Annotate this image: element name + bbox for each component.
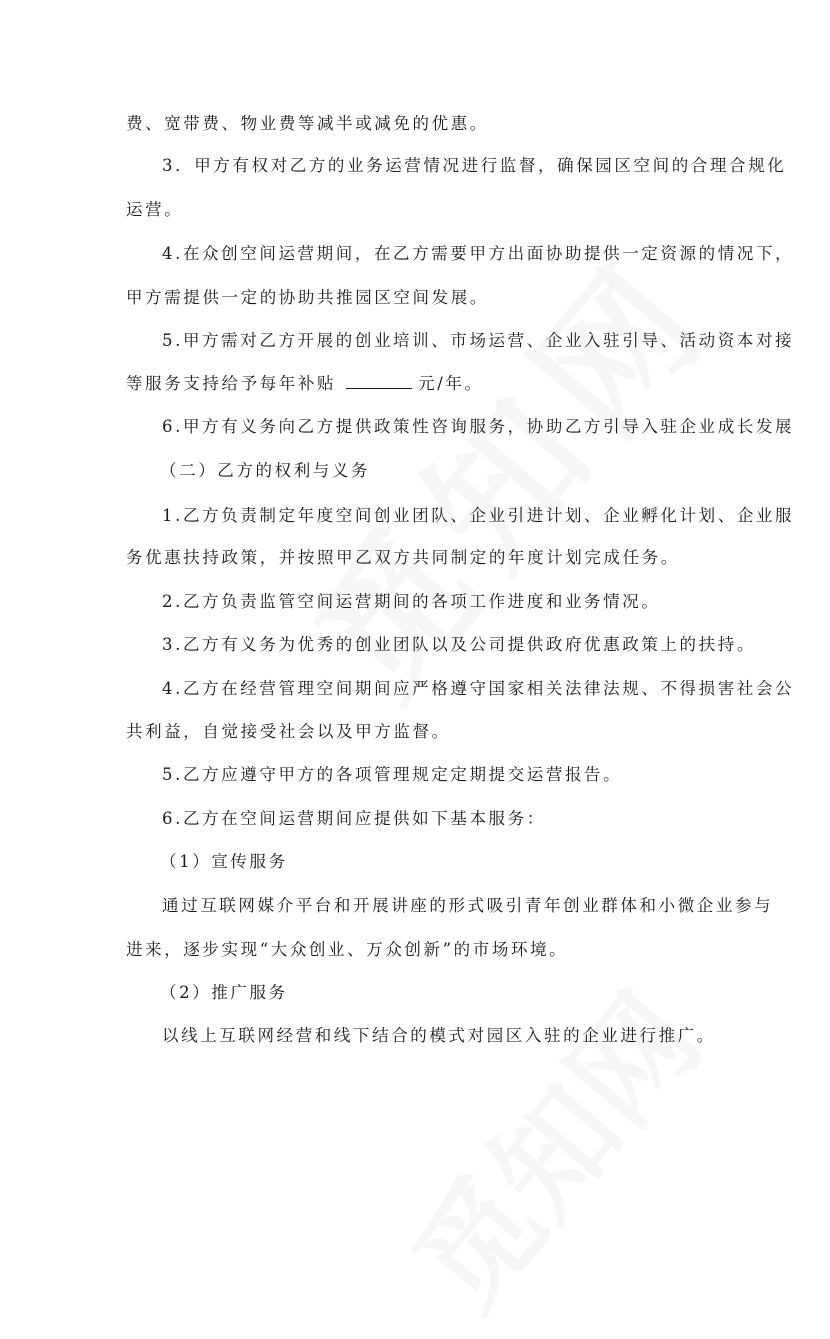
paragraph-line: 务优惠扶持政策，并按照甲乙双方共同制定的年度计划完成任务。 [126,548,680,567]
paragraph-line: 6.乙方在空间运营期间应提供如下基本服务： [162,809,546,828]
watermark-lower [368,953,731,1339]
subsidy-line [126,374,484,394]
paragraph-line: 共利益，自觉接受社会以及甲方监督。 [126,722,451,741]
paragraph-line: 2.乙方负责监管空间运营期间的各项工作进度和业务情况。 [162,592,661,611]
paragraph-line: 通过互联网媒介平台和开展讲座的形式吸引青年创业群体和小微企业参与 [162,896,774,915]
subsidy-suffix: 元/年。 [418,374,484,393]
subsection-heading: （1）宣传服务 [160,852,288,871]
paragraph-line: 5.乙方应遵守甲方的各项管理规定定期提交运营报告。 [162,765,623,784]
paragraph-line: 进来，逐步实现“大众创业、万众创新”的市场环境。 [126,940,569,959]
paragraph-line: 4.乙方在经营管理空间期间应严格遵守国家相关法律法规、不得损害社会公 [162,679,795,698]
paragraph-line: 4.在众创空间运营期间，在乙方需要甲方出面协助提供一定资源的情况下， [162,244,795,263]
paragraph-line: 5.甲方需对乙方开展的创业培训、市场运营、企业入驻引导、活动资本对接 [162,331,795,350]
subsidy-blank [346,374,412,389]
section-heading: （二）乙方的权利与义务 [160,461,371,480]
subsidy-prefix: 等服务支持给予每年补贴 [126,374,337,393]
paragraph-line: 以线上互联网经营和线下结合的模式对园区入驻的企业进行推广。 [162,1026,716,1045]
paragraph-line: 1.乙方负责制定年度空间创业团队、企业引进计划、企业孵化计划、企业服 [162,506,795,525]
paragraph-line: 6.甲方有义务向乙方提供政策性咨询服务，协助乙方引导入驻企业成长发展 [162,417,795,436]
paragraph-line: 3.乙方有义务为优秀的创业团队以及公司提供政府优惠政策上的扶持。 [162,635,756,654]
paragraph-line: 甲方需提供一定的协助共推园区空间发展。 [126,288,489,307]
subsection-heading: （2）推广服务 [160,983,288,1002]
paragraph-line: 费、宽带费、物业费等减半或减免的优惠。 [126,114,489,133]
paragraph-line: 运营。 [126,200,184,219]
paragraph-line: 3．甲方有权对乙方的业务运营情况进行监督，确保园区空间的合理合规化 [162,156,787,175]
